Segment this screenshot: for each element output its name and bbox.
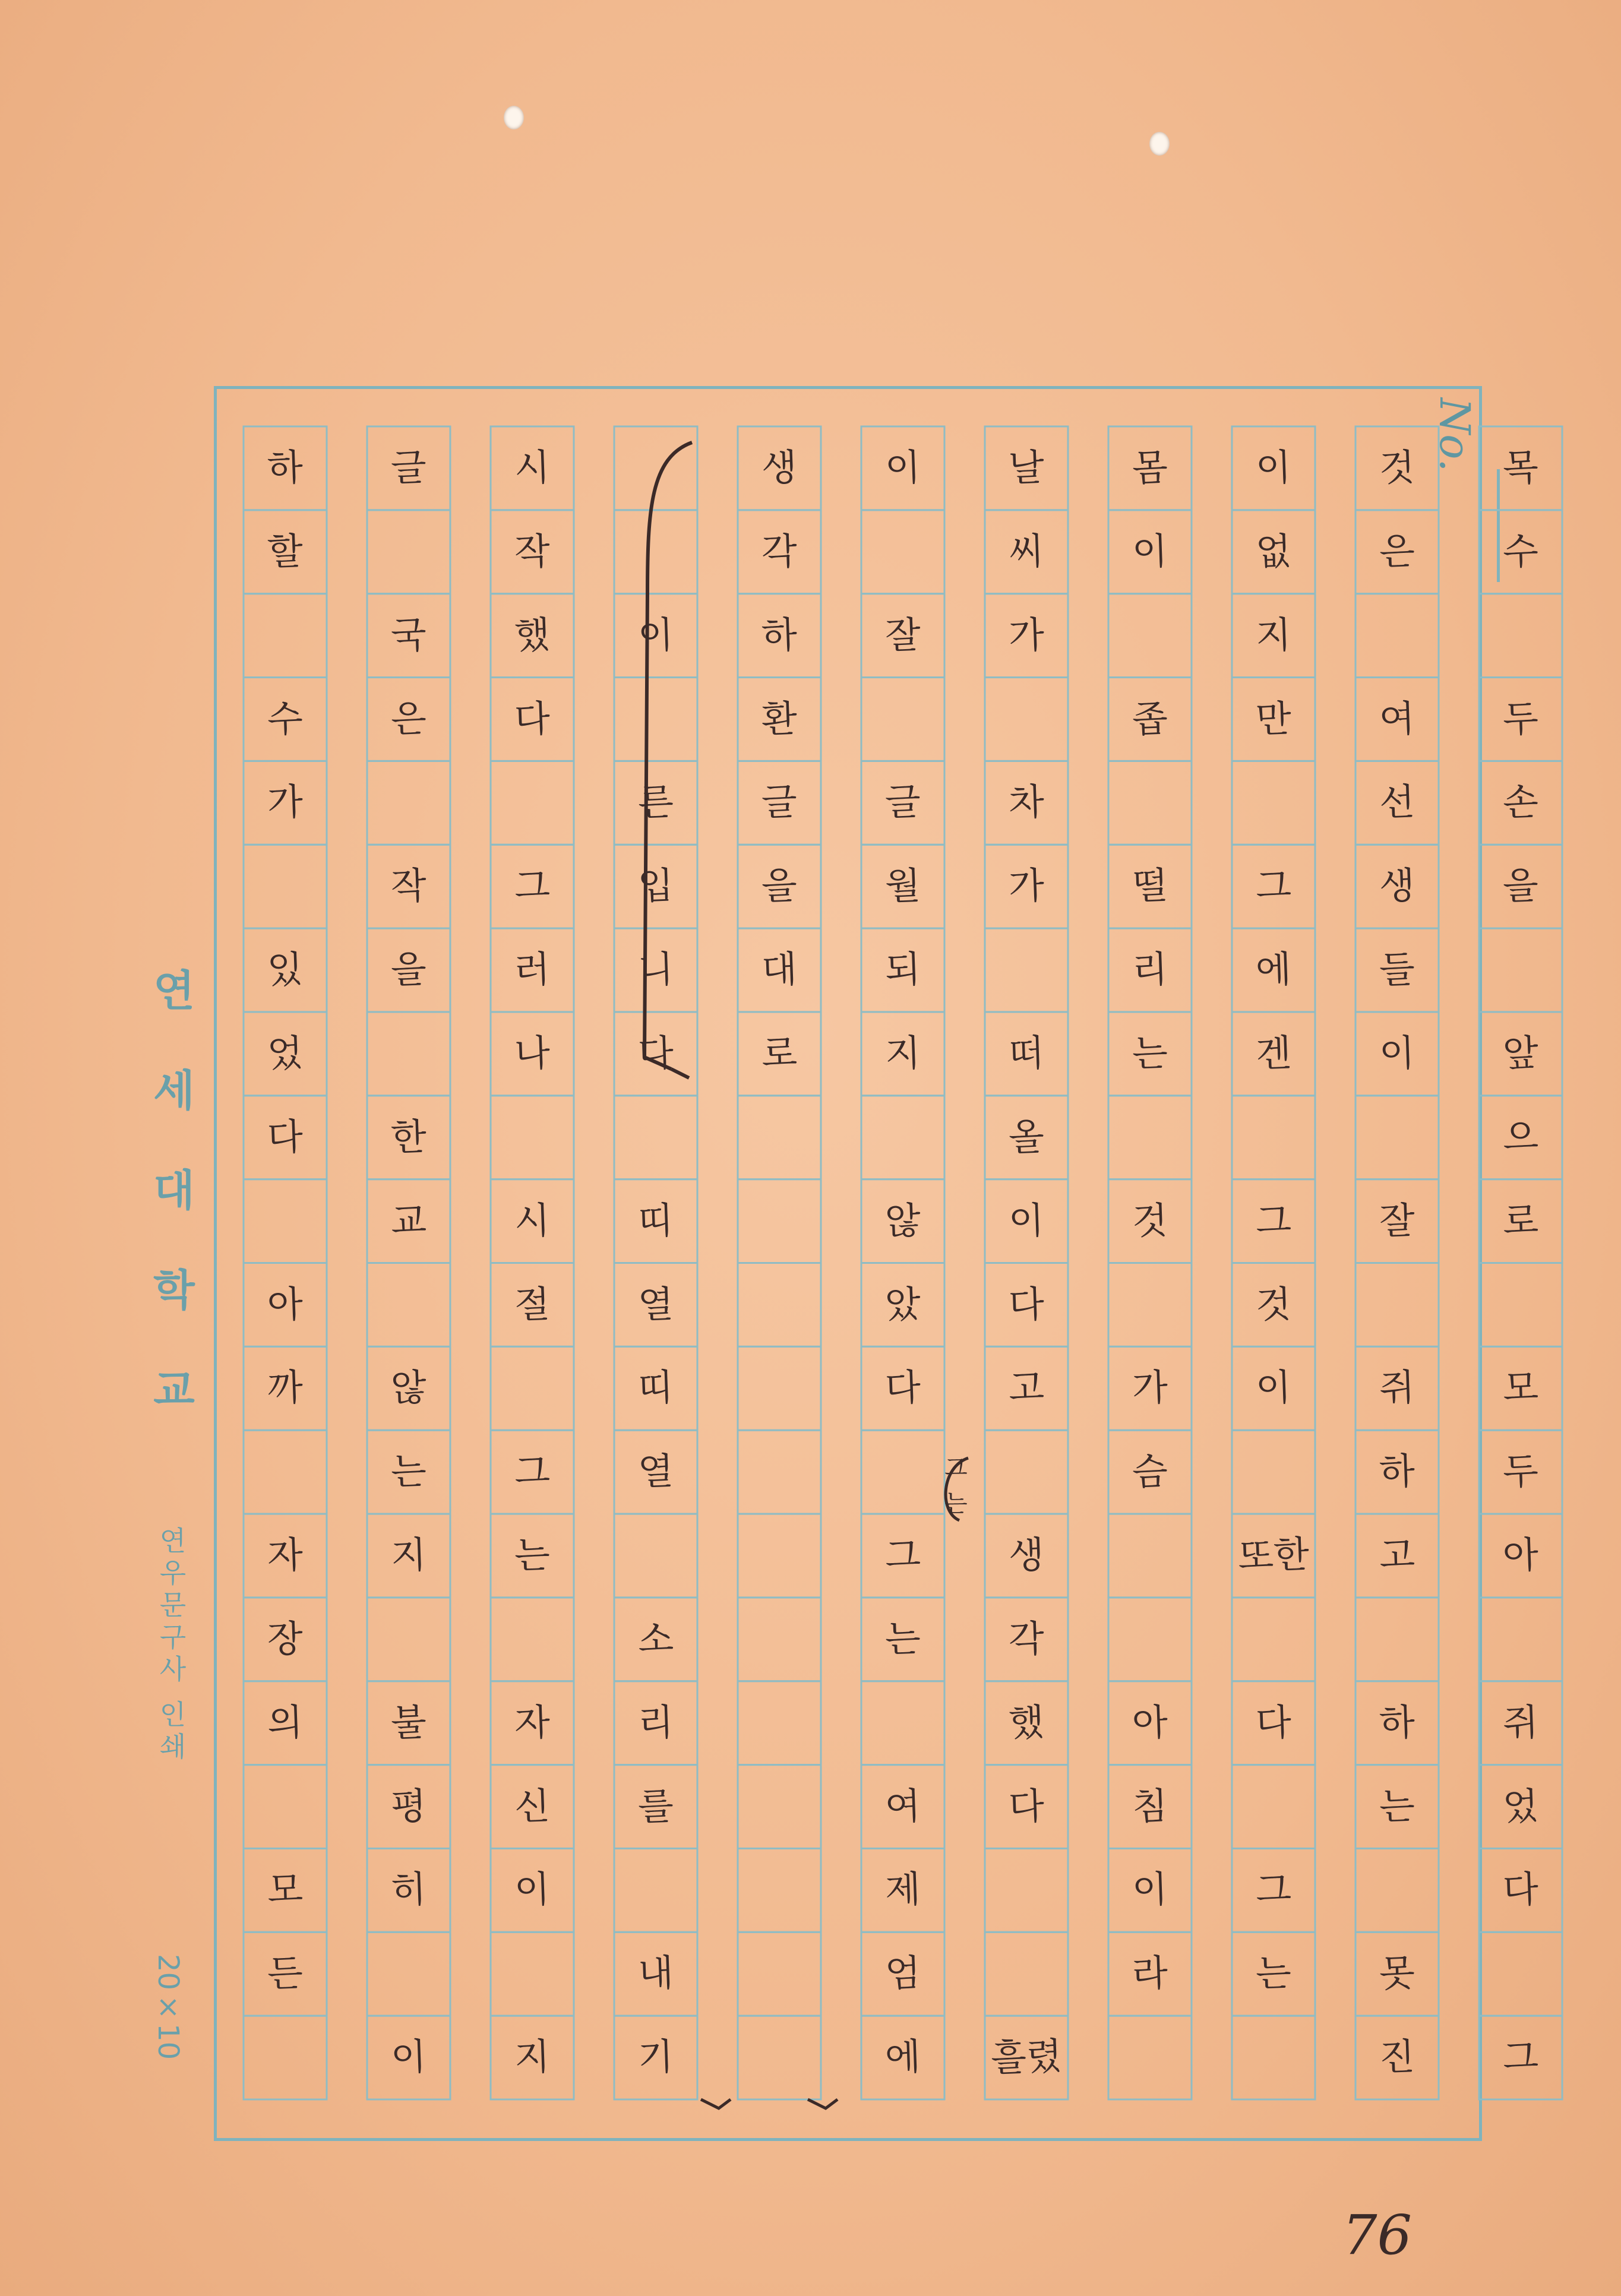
manuscript-char: 가 (1007, 613, 1045, 658)
manuscript-char: 선 (1378, 780, 1416, 825)
manuscript-char: 이 (637, 613, 675, 658)
manuscript-char: 를 (637, 1783, 675, 1829)
manuscript-char: 것 (1378, 445, 1416, 491)
manuscript-char: 몸 (1131, 445, 1169, 491)
manuscript-char: 평 (390, 1783, 428, 1829)
manuscript-char: 그 (884, 1533, 922, 1578)
manuscript-char: 있 (266, 947, 304, 992)
manuscript-char: 까 (266, 1365, 304, 1411)
manuscript-char: 가 (1131, 1365, 1169, 1411)
manuscript-char: 침 (1131, 1783, 1169, 1829)
manuscript-char: 지 (513, 2035, 551, 2080)
manuscript-char: 장 (266, 1617, 304, 1662)
manuscript-char: 는 (513, 1533, 551, 1578)
manuscript-char: 작 (513, 529, 551, 574)
manuscript-char: 는 (390, 1449, 428, 1494)
manuscript-char: 그 (1255, 1867, 1293, 1912)
manuscript-char: 생 (760, 445, 798, 491)
manuscript-char: 들 (1378, 947, 1416, 992)
manuscript-char: 른 (637, 780, 675, 825)
manuscript-char: 니 (637, 947, 675, 992)
manuscript-char: 좁 (1131, 696, 1169, 741)
grid-size-label: 20×10 (151, 1954, 185, 2060)
manuscript-char: 잘 (1378, 1198, 1416, 1244)
manuscript-char: 입 (637, 864, 675, 909)
manuscript-char: 만 (1255, 696, 1293, 741)
manuscript-char: 각 (760, 529, 798, 574)
manuscript-char: 은 (390, 696, 428, 741)
manuscript-char: 것 (1131, 1198, 1169, 1244)
manuscript-char: 았 (884, 1282, 922, 1327)
manuscript-char: 글 (884, 780, 922, 825)
manuscript-char: 환 (760, 696, 798, 741)
manuscript-char: 떠 (1007, 1031, 1045, 1076)
manuscript-char: 을 (760, 864, 798, 909)
manuscript-char: 다 (637, 1031, 675, 1076)
margin-mark-2: 는 (944, 1490, 968, 1517)
manuscript-char: 하 (266, 445, 304, 491)
manuscript-char: 다 (1502, 1867, 1540, 1912)
manuscript-char: 없 (1255, 529, 1293, 574)
manuscript-char: 지 (390, 1533, 428, 1578)
manuscript-char: 그 (513, 1449, 551, 1494)
manuscript-char: 수 (1502, 529, 1540, 574)
manuscript-char: 이 (1131, 529, 1169, 574)
manuscript-char: 잘 (884, 613, 922, 658)
manuscript-char: 생 (1007, 1533, 1045, 1578)
manuscript-char: 하 (1378, 1449, 1416, 1494)
manuscript-char: 되 (884, 947, 922, 992)
manuscript-char: 나 (513, 1031, 551, 1076)
manuscript-char: 가 (1007, 864, 1045, 909)
manuscript-char: 모 (266, 1867, 304, 1912)
manuscript-char: 겐 (1255, 1031, 1293, 1076)
manuscript-char: 흘렸 (990, 2034, 1063, 2080)
manuscript-char: 아 (1502, 1533, 1540, 1578)
manuscript-char: 할 (266, 529, 304, 574)
manuscript-char: 띠 (637, 1365, 675, 1411)
manuscript-char: 월 (884, 864, 922, 909)
manuscript-char: 내 (637, 1951, 675, 1996)
manuscript-char: 떨 (1131, 864, 1169, 909)
manuscript-char: 제 (884, 1867, 922, 1912)
manuscript-char: 시 (513, 1198, 551, 1244)
manuscript-char: 이 (1255, 445, 1293, 491)
manuscript-char: 교 (390, 1198, 428, 1244)
manuscript-char: 엄 (884, 1951, 922, 1996)
manuscript-char: 이 (1378, 1031, 1416, 1076)
manuscript-char: 로 (760, 1031, 798, 1076)
manuscript-char: 아 (266, 1282, 304, 1327)
manuscript-char: 다 (513, 696, 551, 741)
manuscript-char: 신 (513, 1783, 551, 1829)
manuscript-char: 글 (390, 445, 428, 491)
manuscript-char: 다 (1007, 1282, 1045, 1327)
manuscript-char: 그 (1502, 2035, 1540, 2080)
manuscript-char: 으 (1502, 1115, 1540, 1160)
manuscript-char: 진 (1378, 2035, 1416, 2080)
manuscript-char: 날 (1007, 445, 1045, 491)
manuscript-char: 의 (266, 1700, 304, 1745)
manuscript-char: 차 (1007, 780, 1045, 825)
manuscript-char: 에 (1255, 947, 1293, 992)
page-number: 76 (1342, 2203, 1413, 2267)
manuscript-char: 쥐 (1378, 1365, 1416, 1411)
manuscript-char: 라 (1131, 1951, 1169, 1996)
manuscript-char: 다 (266, 1115, 304, 1160)
manuscript-char: 두 (1502, 696, 1540, 741)
manuscript-char: 자 (513, 1700, 551, 1745)
manuscript-char: 리 (637, 1700, 675, 1745)
manuscript-char: 지 (1255, 613, 1293, 658)
manuscript-char: 러 (513, 947, 551, 992)
manuscript-char: 절 (513, 1282, 551, 1327)
manuscript-char: 시 (513, 445, 551, 491)
manuscript-char: 기 (637, 2035, 675, 2080)
manuscript-char: 가 (266, 780, 304, 825)
manuscript-char: 슴 (1131, 1449, 1169, 1494)
manuscript-char: 이 (1131, 1867, 1169, 1912)
manuscript-char: 생 (1378, 864, 1416, 909)
manuscript-char: 대 (760, 947, 798, 992)
manuscript-char: 각 (1007, 1617, 1045, 1662)
manuscript-char: 아 (1131, 1700, 1169, 1745)
manuscript-char: 작 (390, 864, 428, 909)
manuscript-char: 씨 (1007, 529, 1045, 574)
university-name: 연세대학교 (146, 968, 195, 1467)
manuscript-char: 열 (637, 1449, 675, 1494)
manuscript-char: 었 (1502, 1783, 1540, 1829)
manuscript-char: 에 (884, 2035, 922, 2080)
manuscript-char: 히 (390, 1867, 428, 1912)
manuscript-char: 을 (390, 947, 428, 992)
manuscript-char: 그 (1255, 1198, 1293, 1244)
manuscript-char: 든 (266, 1951, 304, 1996)
manuscript-char: 글 (760, 780, 798, 825)
manuscript-char: 그 (513, 864, 551, 909)
manuscript-char: 두 (1502, 1449, 1540, 1494)
manuscript-char: 는 (884, 1617, 922, 1662)
manuscript-char: 소 (637, 1617, 675, 1662)
manuscript-char: 것 (1255, 1282, 1293, 1327)
manuscript-char: 다 (1007, 1783, 1045, 1829)
manuscript-char: 손 (1502, 780, 1540, 825)
manuscript-char: 지 (884, 1031, 922, 1076)
manuscript-char: 이 (390, 2035, 428, 2080)
manuscript-char: 다 (884, 1365, 922, 1411)
manuscript-char: 또한 (1237, 1532, 1310, 1579)
manuscript-char: 하 (1378, 1700, 1416, 1745)
manuscript-char: 모 (1502, 1365, 1540, 1411)
manuscript-char: 않 (884, 1198, 922, 1244)
manuscript-char: 고 (1007, 1365, 1045, 1411)
manuscript-char: 로 (1502, 1198, 1540, 1244)
manuscript-char: 자 (266, 1533, 304, 1578)
manuscript-char: 는 (1255, 1951, 1293, 1996)
manuscript-char: 수 (266, 696, 304, 741)
manuscript-char: 않 (390, 1365, 428, 1411)
manuscript-char: 열 (637, 1282, 675, 1327)
manuscript-char: 국 (390, 613, 428, 658)
manuscript-char: 을 (1502, 864, 1540, 909)
manuscript-char: 올 (1007, 1115, 1045, 1160)
manuscript-char: 은 (1378, 529, 1416, 574)
manuscript-char: 쥐 (1502, 1700, 1540, 1745)
manuscript-char: 이 (513, 1867, 551, 1912)
manuscript-char: 이 (1007, 1198, 1045, 1244)
no-label: No. (1430, 398, 1479, 472)
manuscript-char: 못 (1378, 1951, 1416, 1996)
printer-name: 연우문구사 인쇄 (155, 1526, 187, 1764)
manuscript-char: 하 (760, 613, 798, 658)
manuscript-char: 다 (1255, 1700, 1293, 1745)
margin-mark-1: 그 (944, 1454, 968, 1482)
manuscript-char: 띠 (637, 1198, 675, 1244)
manuscript-char: 했 (513, 613, 551, 658)
manuscript-char: 불 (390, 1700, 428, 1745)
manuscript-char: 여 (884, 1783, 922, 1829)
manuscript-char: 앞 (1502, 1031, 1540, 1076)
manuscript-char: 한 (390, 1115, 428, 1160)
manuscript-char: 고 (1378, 1533, 1416, 1578)
manuscript-char: 이 (1255, 1365, 1293, 1411)
manuscript-char: 했 (1007, 1700, 1045, 1745)
manuscript-char: 는 (1131, 1031, 1169, 1076)
manuscript-char: 여 (1378, 696, 1416, 741)
manuscript-char: 리 (1131, 947, 1169, 992)
manuscript-char: 는 (1378, 1783, 1416, 1829)
manuscript-char: 목 (1502, 445, 1540, 491)
manuscript-char: 그 (1255, 864, 1293, 909)
manuscript-char: 이 (884, 445, 922, 491)
manuscript-char: 었 (266, 1031, 304, 1076)
